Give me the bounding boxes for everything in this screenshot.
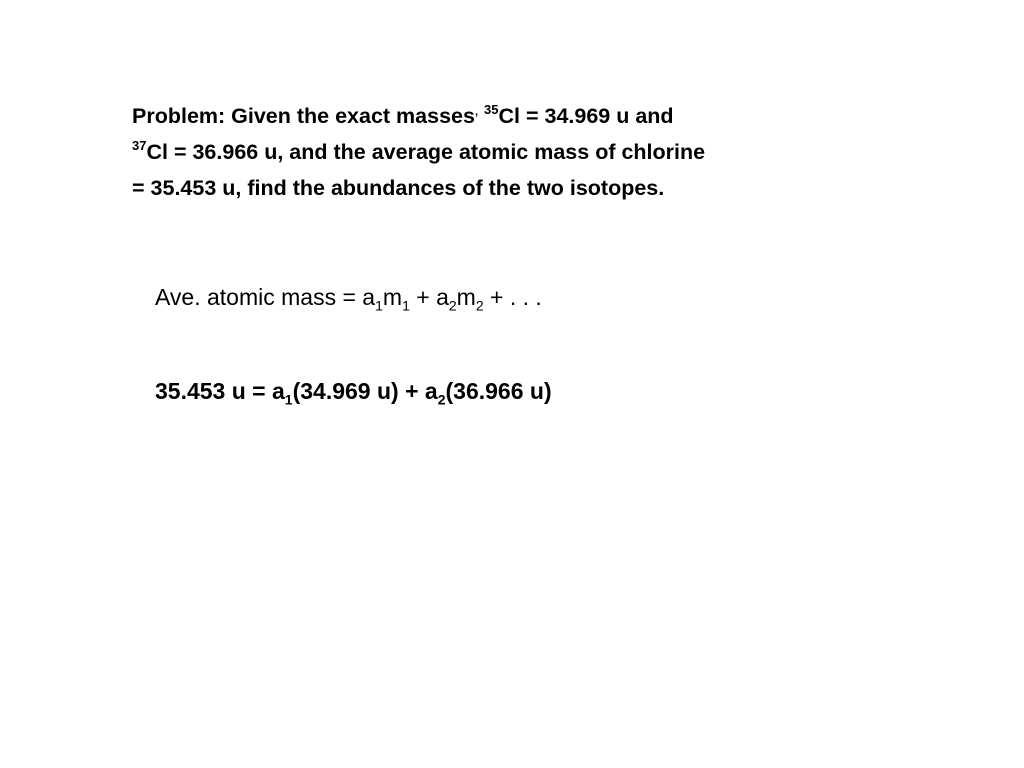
problem-line-1-comma: , bbox=[474, 105, 479, 118]
isotope-37-superscript: 37 bbox=[132, 137, 147, 153]
general-equation-sub-a1: 1 bbox=[375, 297, 383, 314]
specific-equation-tail: (36.966 u) bbox=[445, 378, 552, 404]
general-equation-sub-m2: 2 bbox=[475, 297, 484, 314]
problem-line-1 bbox=[132, 98, 832, 134]
specific-equation bbox=[155, 375, 552, 407]
general-equation-sub-m1: 1 bbox=[402, 297, 410, 314]
problem-line-3: = 35.453 u, find the abundances of the two isotopes. bbox=[132, 176, 665, 200]
general-equation-plus: + a bbox=[409, 284, 449, 310]
general-equation bbox=[155, 281, 542, 313]
general-equation-m1: m bbox=[382, 284, 403, 310]
general-equation-sub-a2: 2 bbox=[448, 297, 457, 314]
general-equation-m2: m bbox=[456, 284, 476, 310]
problem-statement bbox=[132, 98, 832, 206]
general-equation-tail: + . . . bbox=[483, 284, 542, 310]
problem-line-2 bbox=[132, 134, 832, 170]
problem-line-1-lead: Problem: Given the exact masses bbox=[132, 104, 475, 128]
specific-equation-sub-a1: 1 bbox=[284, 391, 293, 408]
isotope-35-superscript: 35 bbox=[484, 101, 499, 117]
problem-line-2-tail: Cl = 36.966 u, and the average atomic mass of chlorine bbox=[146, 140, 706, 164]
specific-equation-sub-a2: 2 bbox=[437, 391, 446, 408]
specific-equation-mid: (34.969 u) + a bbox=[292, 378, 438, 404]
general-equation-lead: Ave. atomic mass = a bbox=[155, 284, 376, 310]
specific-equation-lead: 35.453 u = a bbox=[155, 378, 285, 404]
problem-line-1-tail: Cl = 34.969 u and bbox=[498, 104, 674, 128]
